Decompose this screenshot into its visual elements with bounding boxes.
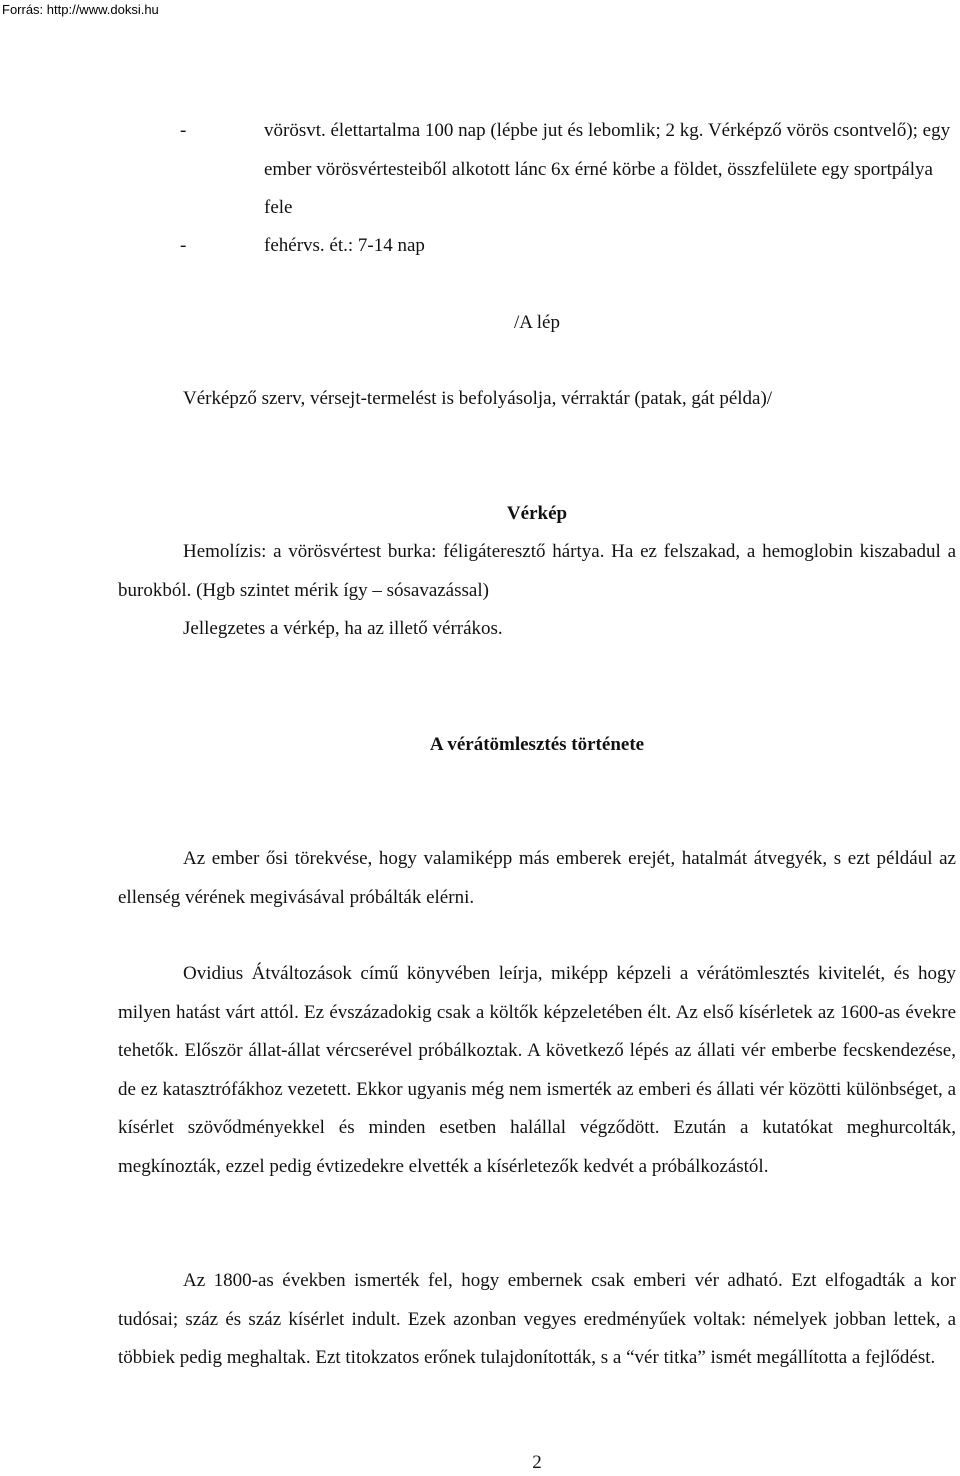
section-title: A vérátömlesztés története <box>429 734 645 755</box>
list-item <box>118 227 956 267</box>
paragraph-1: Az ember ősi törekvése, hogy valamiképp más emberek erejét, hatalmát átvegyék, s ezt például az ellenség vérének megivásával próbálták elérni. <box>118 848 956 908</box>
verkep-line: Jellegzetes a vérkép, ha az illető vérrákos. <box>183 618 503 639</box>
page-number: 2 <box>532 1452 542 1473</box>
list-item-text: vörösvt. élettartalma 100 nap (lépbe jut és lebomlik; 2 kg. Vérképző vörös csontvelő); egy ember vörösvértesteiből alkotott lánc 6x érné körbe a földet, összfelülete egy sportpálya fele <box>264 120 951 218</box>
source-watermark: Forrás: http://www.doksi.hu <box>2 2 159 17</box>
verkep-heading: Vérkép <box>506 503 568 524</box>
lep-text: Vérképző szerv, vérsejt-termelést is befolyásolja, vérraktár (patak, gát példa)/ <box>183 388 773 409</box>
paragraph-3: Az 1800-as években ismerték fel, hogy embernek csak emberi vér adható. Ezt elfogadták a kor tudósai; száz és száz kísérlet indult. Ezek azonban vegyes eredményűek voltak: némelyek jobban lettek, a többiek pedig meghaltak. Ezt titokzatos erőnek tulajdonították, s a “vér titka” ismét megállította a fejlődést. <box>118 1270 956 1368</box>
paragraph-2: Ovidius Átváltozások című könyvében leírja, miképp képzeli a vérátömlesztés kivitelét, és hogy milyen hatást várt attól. Ez évszázadokig csak a költők képzeletében élt. Az első kísérletek az 1600-as évekre tehetők. Először állat-állat vércserével próbálkoztak. A következő lépés az állati vér emberbe fecskendezése, de ez katasztrófákhoz vezetett. Ekkor ugyanis még nem ismerték az emberi és állati vér közötti különbséget, a kísérlet szövődményekkel és minden esetben halállal végződött. Ezután a kutatókat meghurcolták, megkínozták, ezzel pedig évtizedekre elvették a kísérletezők kedvét a próbálkozástól. <box>118 963 956 1177</box>
list-marker: - <box>180 120 187 141</box>
list-marker: - <box>180 235 187 256</box>
list-item <box>118 112 956 232</box>
lep-heading: /A lép <box>514 312 560 333</box>
verkep-paragraph: Hemolízis: a vörösvértest burka: féligáteresztő hártya. Ha ez felszakad, a hemoglobin kiszabadul a burokból. (Hgb szintet mérik így – sósavazással) <box>118 541 956 601</box>
list-item-text: fehérvs. ét.: 7-14 nap <box>264 235 425 256</box>
